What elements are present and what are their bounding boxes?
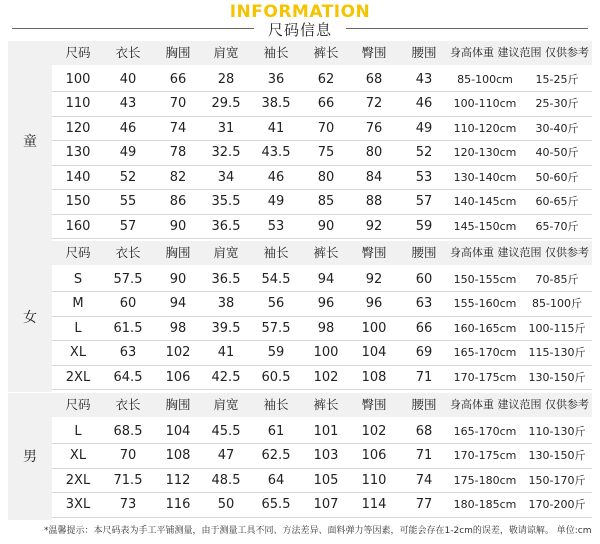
table-cell: 90 [169, 271, 187, 287]
column-header: 腰围 [411, 397, 437, 412]
table-cell: 62.5 [261, 448, 291, 463]
table-row [52, 341, 592, 365]
table-cell-recommendation: 120-130cm [453, 146, 517, 159]
table-cell-recommendation: 130-150斤 [528, 370, 586, 384]
table-cell: 68 [415, 423, 433, 439]
section-0 [8, 41, 592, 241]
table-cell: 84 [365, 169, 383, 185]
table-cell: 56 [267, 296, 285, 311]
table-row [52, 268, 592, 292]
table-row [52, 317, 592, 341]
table-cell: 59 [415, 218, 433, 234]
table-cell-recommendation: 25-30斤 [535, 97, 579, 110]
table-cell: 40 [119, 71, 137, 87]
table-cell: 106 [361, 448, 387, 463]
column-header: 臀围 [361, 397, 387, 412]
table-cell: 75 [317, 145, 335, 160]
section-label: 童 [23, 134, 37, 150]
column-header: 袖长 [263, 245, 289, 260]
table-header-row [52, 41, 592, 65]
table-cell: 41 [217, 345, 235, 360]
table-cell: 92 [365, 218, 383, 234]
table-cell: 66 [415, 320, 433, 336]
table-cell-recommendation: 165-170cm [453, 346, 517, 359]
table-cell: 71 [415, 448, 433, 463]
table-cell: 43 [415, 71, 433, 87]
table-cell: 100 [361, 320, 387, 336]
table-cell: 102 [165, 345, 191, 360]
column-header: 裤长 [313, 245, 339, 260]
table-cell: 76 [365, 120, 383, 136]
table-cell: 46 [415, 96, 433, 111]
table-cell: 110 [65, 96, 91, 111]
table-row [52, 420, 592, 444]
table-cell: 39.5 [211, 320, 241, 336]
table-cell: 68 [365, 71, 383, 87]
column-header: 肩宽 [213, 397, 239, 412]
table-cell-recommendation: 180-185cm [453, 498, 517, 511]
table-cell: 2XL [65, 369, 91, 385]
section-2 [8, 393, 592, 520]
header-divider-right [346, 28, 588, 29]
table-cell: 42.5 [211, 369, 241, 385]
column-header: 尺码 [65, 397, 91, 412]
table-cell: 41 [267, 120, 285, 136]
table-cell: 71.5 [113, 472, 143, 488]
table-cell: XL [69, 448, 87, 463]
column-header: 衣长 [115, 45, 141, 60]
table-cell: 94 [169, 296, 187, 311]
title-chinese: 尺码信息 [267, 21, 332, 39]
table-cell: 47 [217, 448, 235, 463]
table-cell: 98 [317, 320, 335, 336]
table-cell: 38.5 [261, 96, 291, 111]
section-1 [8, 241, 592, 392]
table-row [52, 166, 592, 190]
table-cell: XL [69, 345, 87, 360]
table-cell: 150 [65, 194, 91, 209]
table-cell: 36.5 [211, 218, 241, 234]
table-cell: 73 [119, 497, 137, 512]
table-cell-recommendation: 65-70斤 [535, 219, 579, 233]
table-cell: 64.5 [113, 369, 143, 385]
table-cell: 160 [65, 218, 91, 234]
table-cell: 66 [169, 71, 187, 87]
table-cell-recommendation: 60-65斤 [535, 195, 579, 208]
table-cell: 49 [119, 145, 137, 160]
table-cell-recommendation: 170-175cm [453, 370, 517, 384]
column-header: 身高体重 建议范围 仅供参考 [450, 398, 589, 411]
table-cell: 57.5 [261, 320, 291, 336]
table-cell: L [74, 423, 82, 439]
column-header: 身高体重 建议范围 仅供参考 [450, 46, 589, 59]
footnote: *温馨提示：本尺码表为手工平铺测量，由于测量工具不同、方法差异、面料弹力等因素，可能会存在1-2cm的误差，敬请谅解。 单位:cm [44, 526, 592, 536]
table-cell: 46 [119, 120, 137, 136]
column-header: 臀围 [361, 45, 387, 60]
table-cell: 53 [267, 218, 285, 234]
table-cell: 108 [361, 369, 387, 385]
table-row [52, 190, 592, 214]
table-cell: 90 [169, 218, 187, 234]
table-cell: 54.5 [261, 271, 291, 287]
table-cell: 92 [365, 271, 383, 287]
table-row [52, 215, 592, 239]
table-cell: 45.5 [211, 423, 241, 439]
column-header: 胸围 [165, 45, 191, 60]
table-cell: 53 [415, 169, 433, 185]
table-cell: 130 [65, 145, 91, 160]
table-cell: 3XL [65, 497, 91, 512]
table-cell: 59 [267, 345, 285, 360]
table-cell: 29.5 [211, 96, 241, 111]
table-cell: 46 [267, 169, 285, 185]
table-cell: 60.5 [261, 369, 291, 385]
table-cell: 64 [267, 472, 285, 488]
table-cell: 103 [313, 448, 339, 463]
table-cell: 80 [365, 145, 383, 160]
table-cell: 108 [165, 448, 191, 463]
table-cell: 88 [365, 194, 383, 209]
table-cell: 74 [415, 472, 433, 488]
table-cell: 116 [165, 497, 191, 512]
table-cell-recommendation: 50-60斤 [535, 170, 579, 184]
table-cell: 63 [415, 296, 433, 311]
table-cell: 102 [313, 369, 339, 385]
table-cell-recommendation: 150-170斤 [528, 473, 586, 487]
table-cell-recommendation: 115-130斤 [528, 346, 586, 359]
table-cell-recommendation: 150-155cm [453, 272, 517, 286]
table-cell: 31 [217, 120, 235, 136]
table-cell: 120 [65, 120, 91, 136]
table-cell: 52 [415, 145, 433, 160]
table-cell: 32.5 [211, 145, 241, 160]
table-cell: 105 [313, 472, 339, 488]
table-cell: L [74, 320, 82, 336]
table-cell: 49 [267, 194, 285, 209]
table-cell: 35.5 [211, 194, 241, 209]
column-header: 身高体重 建议范围 仅供参考 [450, 246, 589, 259]
table-cell: 57 [119, 218, 137, 234]
table-cell-recommendation: 130-150斤 [528, 449, 586, 462]
table-cell: 48.5 [211, 472, 241, 488]
table-cell: S [73, 271, 83, 287]
table-cell: 114 [361, 497, 387, 512]
table-cell-recommendation: 165-170cm [453, 424, 517, 438]
table-cell-recommendation: 140-145cm [453, 195, 517, 208]
table-cell: 110 [361, 472, 387, 488]
table-row [52, 92, 592, 116]
table-cell-recommendation: 175-180cm [453, 473, 517, 487]
table-cell-recommendation: 160-165cm [453, 321, 517, 335]
column-header: 胸围 [165, 245, 191, 260]
column-header: 腰围 [411, 45, 437, 60]
table-cell: 94 [317, 271, 335, 287]
table-cell: 34 [217, 169, 235, 185]
table-cell: 57.5 [113, 271, 143, 287]
page-header [0, 0, 600, 44]
table-cell: 55 [119, 194, 137, 209]
table-row [52, 493, 592, 517]
column-header: 尺码 [65, 245, 91, 260]
table-header-row [52, 241, 592, 265]
table-cell: 96 [317, 296, 335, 311]
table-row [52, 68, 592, 92]
table-cell: 68.5 [113, 423, 143, 439]
table-row [52, 366, 592, 390]
table-cell: 86 [169, 194, 187, 209]
table-cell: 65.5 [261, 497, 291, 512]
table-cell-recommendation: 110-130斤 [528, 424, 586, 438]
section-label: 男 [23, 449, 37, 466]
table-cell: 106 [165, 369, 191, 385]
table-cell: 69 [415, 345, 433, 360]
table-cell: 70 [169, 96, 187, 111]
table-cell: 80 [317, 169, 335, 185]
row-divider [52, 389, 592, 390]
row-divider [52, 517, 592, 518]
table-row [52, 141, 592, 165]
table-cell: 38 [217, 296, 235, 311]
table-cell-recommendation: 155-160cm [453, 297, 517, 310]
table-row [52, 469, 592, 493]
table-cell: 61 [267, 423, 285, 439]
table-cell-recommendation: 40-50斤 [535, 146, 579, 159]
table-cell: 62 [317, 71, 335, 87]
table-cell-recommendation: 145-150cm [453, 219, 517, 233]
table-cell-recommendation: 110-120cm [453, 121, 517, 135]
table-cell: 85 [317, 194, 335, 209]
table-cell: 90 [317, 218, 335, 234]
table-cell: 43.5 [261, 145, 291, 160]
table-cell: 70 [317, 120, 335, 136]
table-header-row [52, 393, 592, 417]
table-cell-recommendation: 130-140cm [453, 170, 517, 184]
table-cell-recommendation: 85-100cm [457, 72, 513, 86]
table-cell: 82 [169, 169, 187, 185]
table-cell-recommendation: 170-200斤 [528, 498, 586, 511]
table-cell: 60 [119, 296, 137, 311]
table-cell-recommendation: 30-40斤 [535, 121, 579, 135]
column-header: 袖长 [263, 397, 289, 412]
section-label: 女 [23, 309, 37, 326]
table-row [52, 117, 592, 141]
column-header: 胸围 [165, 397, 191, 412]
table-cell: 52 [119, 169, 137, 185]
table-cell: 100 [313, 345, 339, 360]
table-cell: 77 [415, 497, 433, 512]
table-cell: 60 [415, 271, 433, 287]
table-cell: 140 [65, 169, 91, 185]
table-cell: 49 [415, 120, 433, 136]
table-cell: 104 [361, 345, 387, 360]
column-header: 袖长 [263, 45, 289, 60]
table-cell-recommendation: 85-100斤 [532, 297, 582, 310]
table-cell: 112 [165, 472, 191, 488]
table-cell: 74 [169, 120, 187, 136]
column-header: 肩宽 [213, 45, 239, 60]
column-header: 衣长 [115, 245, 141, 260]
table-cell: 28 [217, 71, 235, 87]
row-divider [52, 238, 592, 239]
table-row [52, 444, 592, 468]
table-cell: 102 [361, 423, 387, 439]
table-cell-recommendation: 70-85斤 [535, 272, 579, 286]
column-header: 衣长 [115, 397, 141, 412]
table-cell-recommendation: 100-115斤 [528, 321, 586, 335]
table-cell: 57 [415, 194, 433, 209]
table-cell: 104 [165, 423, 191, 439]
table-cell: 72 [365, 96, 383, 111]
table-cell: 70 [119, 448, 137, 463]
table-cell: 2XL [65, 472, 91, 488]
table-cell-recommendation: 170-175cm [453, 449, 517, 462]
table-row [52, 292, 592, 316]
table-cell: 100 [65, 71, 91, 87]
table-cell: 50 [217, 497, 235, 512]
table-cell: 43 [119, 96, 137, 111]
table-cell: 61.5 [113, 320, 143, 336]
table-cell-recommendation: 100-110cm [453, 97, 517, 110]
table-cell: 71 [415, 369, 433, 385]
title-english: INFORMATION [229, 2, 371, 22]
table-cell: 101 [313, 423, 339, 439]
column-header: 尺码 [65, 45, 91, 60]
column-header: 裤长 [313, 45, 339, 60]
table-cell: 66 [317, 96, 335, 111]
table-cell: 63 [119, 345, 137, 360]
table-cell: 78 [169, 145, 187, 160]
table-cell: 36 [267, 71, 285, 87]
table-cell: 96 [365, 296, 383, 311]
table-cell: 98 [169, 320, 187, 336]
column-header: 臀围 [361, 245, 387, 260]
column-header: 肩宽 [213, 245, 239, 260]
column-header: 腰围 [411, 245, 437, 260]
column-header: 裤长 [313, 397, 339, 412]
table-cell: 107 [313, 497, 339, 512]
table-cell: M [72, 296, 84, 311]
table-cell-recommendation: 15-25斤 [535, 72, 579, 86]
table-cell: 36.5 [211, 271, 241, 287]
